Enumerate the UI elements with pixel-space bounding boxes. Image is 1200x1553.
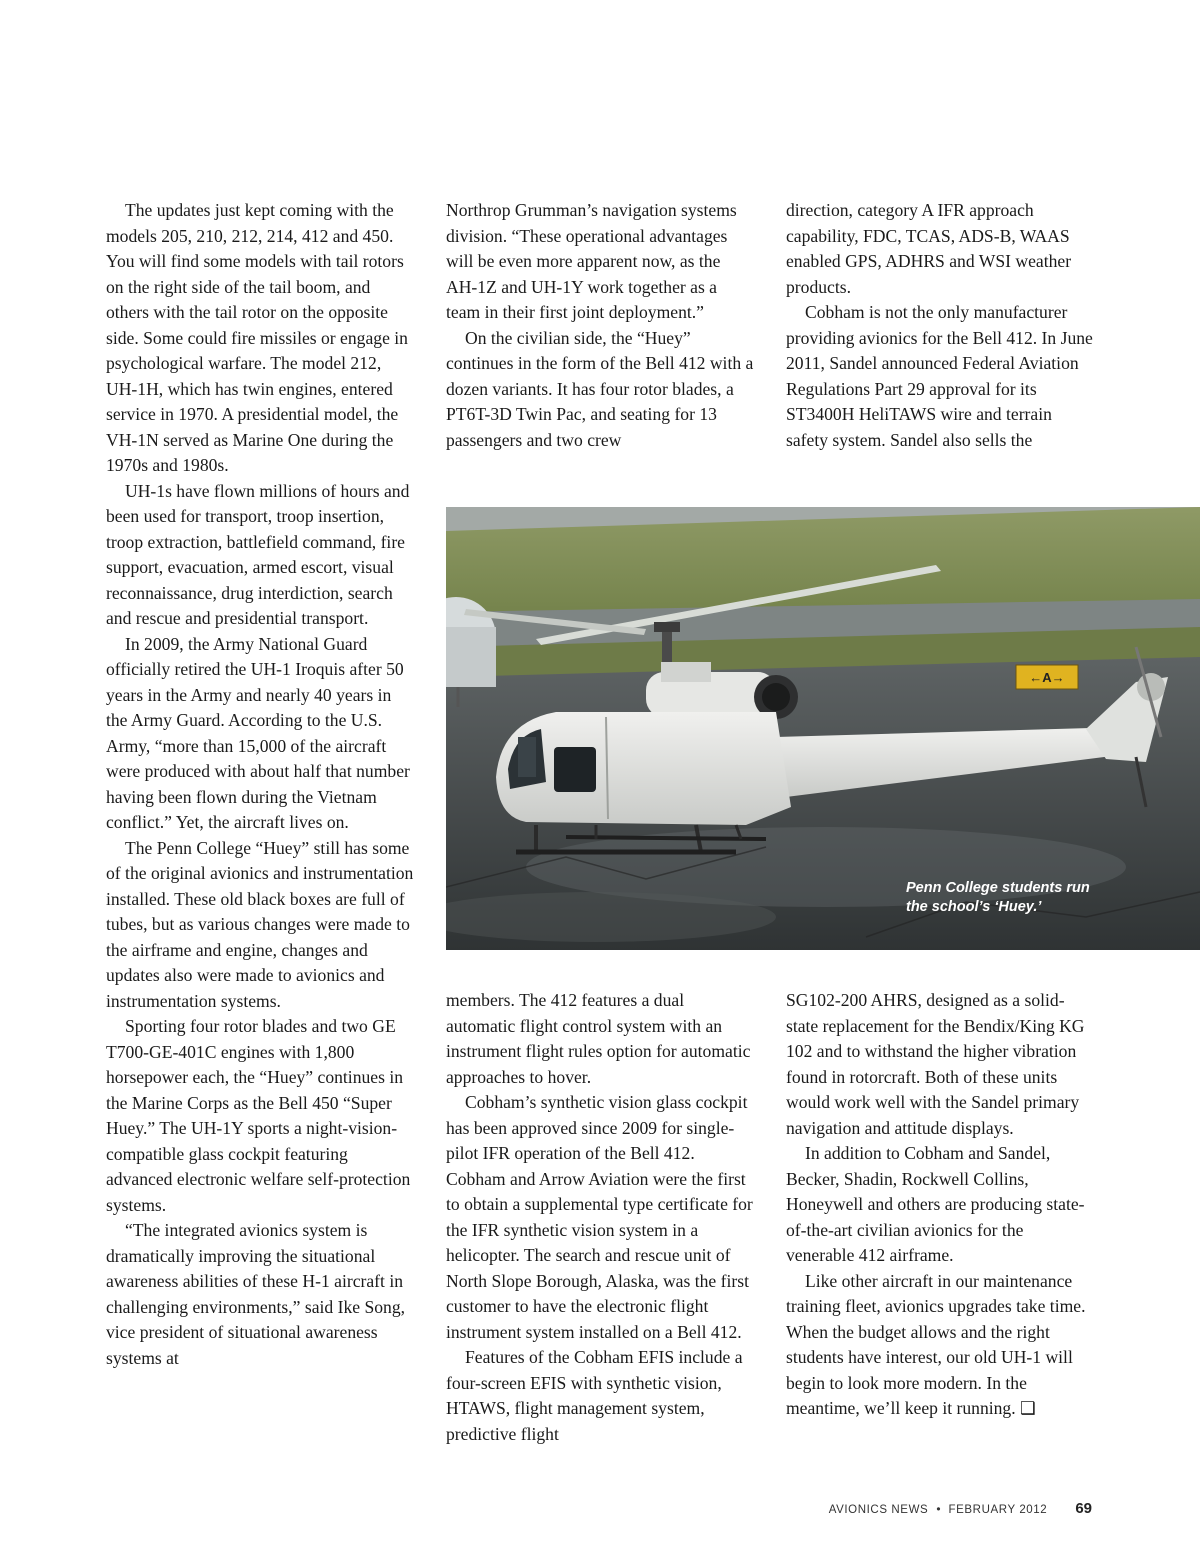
publication-name: AVIONICS NEWS — [828, 1504, 929, 1516]
paragraph: Northrop Grumman’s navigation systems division. “These operational advantages will be even more apparent now, as the AH-1Z and UH-1Y work together as a team in their first joint deployment.” — [446, 200, 737, 322]
paragraph: Sporting four rotor blades and two GE T700-GE-401C engines with 1,800 horsepower each, the “Huey” continues in the Marine Corps as the Bell 450 “Super Huey.” The UH-1Y sports a night-vision-compatible glass cockpit featuring advanced electronic welfare self-protection systems. — [106, 1016, 411, 1215]
paragraph: Like other aircraft in our maintenance training fleet, avionics upgrades take time. When the budget allows and the right students have interest, our old UH-1 will begin to look more modern. In the meantime, we’ll keep it running. ❑ — [786, 1270, 1086, 1418]
paragraph: “The integrated avionics system is dramatically improving the situational awareness abilities of these H-1 aircraft in challenging environments,” said Ike Song, vice president of situational awareness systems at — [106, 1220, 406, 1368]
paragraph: The updates just kept coming with the models 205, 210, 212, 214, 412 and 450. You will find some models with tail rotors on the right side of the tail boom, and others with the tail rotor on the opposite side. Some could fire missiles or engage in psychological warfare. The model 212, UH-1H, which has twin engines, entered service in 1970. A presidential model, the VH-1N served as Marine One during the 1970s and 1980s. — [106, 200, 408, 475]
paragraph: The Penn College “Huey” still has some of the original avionics and instrumentation installed. These old black boxes are full of tubes, but as various changes were made to the airframe and engine, changes and updates also were made to avionics and instrumentation systems. — [106, 837, 414, 1011]
article-column-3-top — [786, 198, 1094, 453]
article-column-1 — [106, 198, 414, 1371]
article-column-2-bottom — [446, 988, 754, 1447]
taxiway-sign-text: ←A→ — [1029, 670, 1065, 685]
paragraph: Cobham’s synthetic vision glass cockpit has been approved since 2009 for single-pilot IFR operation of the Bell 412. Cobham and Arrow Aviation were the first to obtain a supplemental type certificate for the IFR synthetic vision system in a helicopter. The search and rescue unit of North Slope Borough, Alaska, was the first customer to have the electronic flight instrument system installed on a Bell 412. — [446, 1092, 753, 1342]
paragraph: On the civilian side, the “Huey” continues in the form of the Bell 412 with a dozen variants. It has four rotor blades, a PT6T-3D Twin Pac, and seating for 13 passengers and two crew — [446, 327, 754, 450]
paragraph: In addition to Cobham and Sandel, Becker, Shadin, Rockwell Collins, Honeywell and others are producing state-of-the-art civilian avionics for the venerable 412 airframe. — [786, 1143, 1085, 1265]
paragraph: UH-1s have flown millions of hours and been used for transport, troop insertion, troop extraction, battlefield command, fire support, evacuation, armed escort, visual reconnaissance, drug interdiction, search and rescue and presidential transport. — [106, 480, 410, 628]
paragraph: direction, category A IFR approach capability, FDC, TCAS, ADS-B, WAAS enabled GPS, ADHRS and WSI weather products. — [786, 200, 1072, 297]
helicopter-photo — [446, 507, 1200, 950]
article-column-3-bottom — [786, 988, 1094, 1422]
paragraph: members. The 412 features a dual automatic flight control system with an instrument flight rules option for automatic approaches to hover. — [446, 990, 751, 1087]
page-number: 69 — [1075, 1500, 1092, 1517]
caption-line: the school’s ‘Huey.’ — [906, 899, 1042, 915]
issue-date: FEBRUARY 2012 — [948, 1504, 1048, 1516]
page-footer — [829, 1500, 1092, 1517]
paragraph: SG102-200 AHRS, designed as a solid-state replacement for the Bendix/King KG 102 and to withstand the higher vibration found in rotorcraft. Both of these units would work well with the Sandel primary navigation and attitude displays. — [786, 990, 1085, 1138]
article-column-2-top — [446, 198, 754, 453]
photo-caption — [906, 879, 1186, 917]
paragraph: Cobham is not the only manufacturer providing avionics for the Bell 412. In June 2011, Sandel announced Federal Aviation Regulations Part 29 approval for its ST3400H HeliTAWS wire and terrain safety system. Sandel also sells the — [786, 302, 1093, 450]
paragraph: Features of the Cobham EFIS include a four-screen EFIS with synthetic vision, HTAWS, flight management system, predictive flight — [446, 1347, 743, 1444]
caption-line: Penn College students run — [906, 880, 1090, 896]
footer-bullet: • — [936, 1502, 941, 1516]
paragraph: In 2009, the Army National Guard officially retired the UH-1 Iroquis after 50 years in the Army and nearly 40 years in the Army Guard. According to the U.S. Army, “more than 15,000 of the aircraft were produced with about half that number having been flown during the Vietnam conflict.” Yet, the aircraft lives on. — [106, 633, 410, 832]
